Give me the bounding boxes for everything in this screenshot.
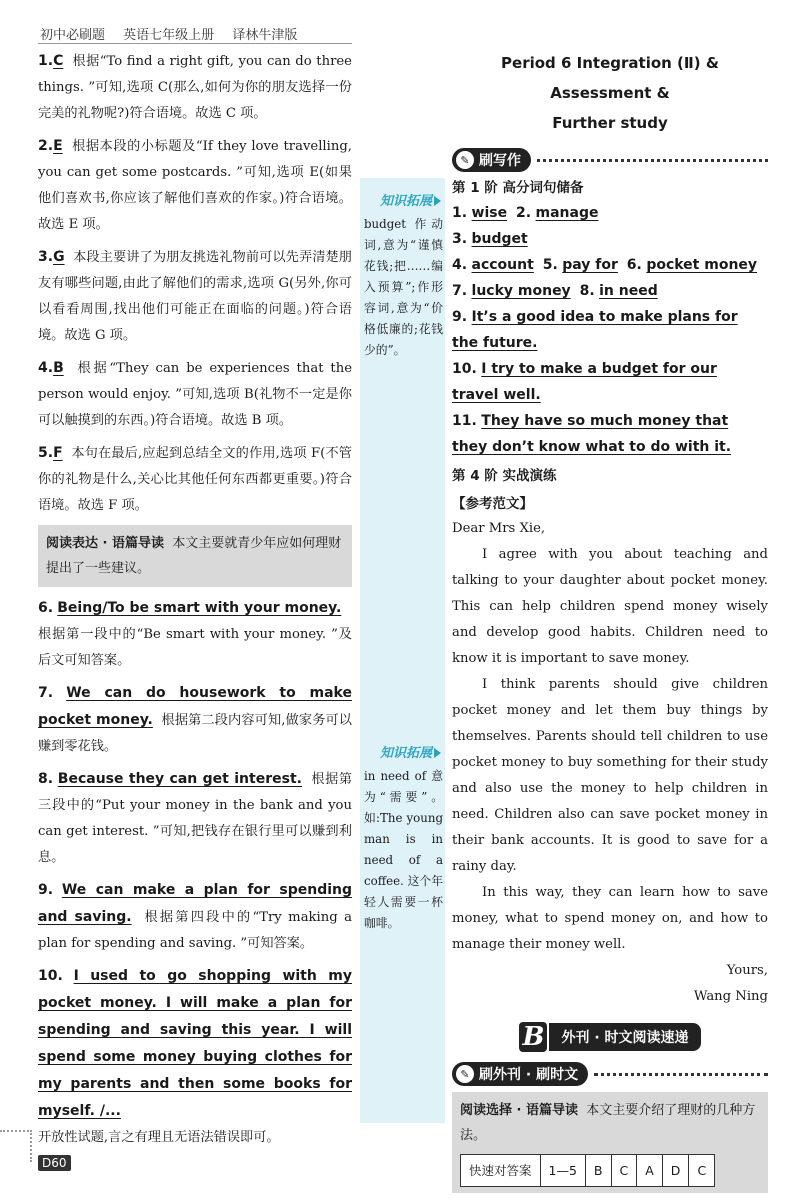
answer-item: 5.F 本句在最后,应起到总结全文的作用,选项 F(不管你的礼物是什么,关心比其他任何东西都更重要。)符合语境。故选 F 项。 — [38, 445, 352, 513]
answer-item: 4.B 根据“They can be experiences that the person would enjoy. ”可知,选项 B(礼物不一定是你可以触摸到的东西。)符合语境。故选 B 项。 — [38, 360, 352, 428]
arrow-icon — [434, 748, 441, 758]
section-header-foreign: ✎ 刷外刊 · 刷时文 — [452, 1062, 768, 1086]
knowledge-note-in-need: in need of 意为“需要”。如:The young man is in need of a coffee. 这个年轻人需要一杯咖啡。 — [364, 769, 443, 930]
stage-1-title: 第 1 阶 高分词句储备 — [452, 180, 584, 196]
pen-icon: ✎ — [456, 1065, 474, 1083]
answer-item: 10. I used to go shopping with my pocket money. I will make a plan for spending and saving this year. I will spend some money buying clothes for my parents and then some books for myself. /... 开放性试题,言之有理且无语法错误即可。 — [38, 968, 352, 1145]
knowledge-note-budget: budget 作动词,意为“谨慎花钱;把……编入预算”;作形容词,意为“价格低廉的;花钱少的”。 — [364, 217, 443, 357]
reference-essay-label: 【参考范文】 — [452, 496, 533, 512]
page-number: D60 — [38, 1155, 71, 1171]
quick-answer-cell: C — [689, 1155, 715, 1187]
running-header — [40, 24, 311, 43]
letter-closing: Yours, — [726, 963, 768, 978]
quick-answer-cell: D — [662, 1155, 689, 1187]
quick-answer-cell: C — [611, 1155, 637, 1187]
quick-answer-table — [460, 1154, 715, 1187]
quick-answer-cell: A — [637, 1155, 663, 1187]
answer-item: 3.G 本段主要讲了为朋友挑选礼物前可以先弄清楚朋友有哪些问题,由此了解他们的需求,选项 G(另外,你可以看看周围,找出他们可能正在面临的问题。)符合语境。故选 G 项。 — [38, 249, 352, 343]
dotted-rule — [537, 159, 768, 162]
sentence-line: 11. They have so much money that they don’t know what to do with it. — [452, 413, 732, 455]
reading-guide-box: 阅读选择 · 语篇导读 本文主要介绍了理财的几种方法。 快速对答案 1—5 B C A D C — [452, 1092, 768, 1193]
period-title: Period 6 Integration (Ⅱ) & Assessment & — [501, 54, 719, 102]
sentence-line: 10. I try to make a budget for our travel well. — [452, 361, 717, 403]
letter-paragraph: I think parents should give children pocket money and let them buy things by themselves. Parents should tell children to use pocket money to buy something for their study and also use the money to help children in need. Children also can save pocket money in their bank accounts. It is good to save for a rainy day. — [452, 677, 768, 874]
part-b-banner — [452, 1022, 768, 1052]
answer-item: 7. We can do housework to make pocket money. 根据第二段内容可知,做家务可以赚到零花钱。 — [38, 685, 352, 754]
vocab-line: 1. wise 2. manage — [452, 205, 599, 221]
sentence-line: 9. It’s a good idea to make plans for the future. — [452, 309, 738, 351]
dotted-rule — [594, 1073, 768, 1076]
part-b-letter: B — [519, 1022, 547, 1052]
letter-paragraph: I agree with you about teaching and talking to your daughter about pocket money. This can help children spend money wisely and develop good habits. Children need to know it is important to save money. — [452, 547, 768, 666]
letter-paragraph: In this way, they can learn how to save money, what to spend money on, and how to manage their money well. — [452, 885, 768, 952]
stage-4-title: 第 4 阶 实战演练 — [452, 468, 557, 484]
vocab-line: 7. lucky money 8. in need — [452, 283, 658, 299]
knowledge-tag-1: 知识拓展 — [380, 190, 441, 209]
answer-item: 2.E 根据本段的小标题及“If they love travelling, you can get some postcards. ”可知,选项 E(如果他们喜欢书,你应该了解他们喜欢的作家。)符合语境。故选 E 项。 — [38, 138, 352, 232]
section-header-writing: ✎ 刷写作 — [452, 148, 768, 172]
right-column — [452, 48, 768, 1201]
quick-answer-label: 快速对答案 — [461, 1155, 541, 1187]
vocab-line: 4. account 5. pay for 6. pocket money — [452, 257, 758, 273]
period-subtitle: Further study — [552, 114, 668, 132]
quick-answer-range: 1—5 — [540, 1155, 585, 1187]
pen-icon: ✎ — [456, 151, 474, 169]
header-edition: 译林牛津版 — [232, 28, 298, 43]
answer-item: 6. Being/To be smart with your money. 根据第一段中的“Be smart with your money. ”及后文可知答案。 — [38, 600, 352, 668]
letter-signature: Wang Ning — [693, 989, 768, 1004]
header-series: 初中必刷题 — [40, 28, 106, 43]
model-letter — [452, 516, 768, 958]
reading-guide-box: 阅读表达 · 语篇导读 本文主要就青少年应如何理财提出了一些建议。 — [38, 525, 352, 587]
header-subject: 英语七年级上册 — [123, 28, 215, 43]
left-column — [38, 48, 352, 1151]
quick-answer-cell: B — [585, 1155, 611, 1187]
arrow-icon — [434, 196, 441, 206]
header-divider — [38, 43, 352, 44]
answer-item: 1.C 根据“To find a right gift, you can do three things. ”可知,选项 C(那么,如何为你的朋友选择一份完美的礼物呢?)符合语境。故选 C 项。 — [38, 53, 352, 121]
letter-greeting: Dear Mrs Xie, — [452, 521, 546, 536]
answer-item: 8. Because they can get interest. 根据第三段中的“Put your money in the bank and you can get interest. ”可知,把钱存在银行里可以赚到利息。 — [38, 771, 353, 865]
corner-decoration — [0, 1130, 32, 1162]
vocab-line: 3. budget — [452, 231, 528, 247]
part-b-title: 外刊 · 时文阅读速递 — [549, 1023, 700, 1051]
answer-item: 9. We can make a plan for spending and saving. 根据第四段中的“Try making a plan for spending and saving. ”可知答案。 — [38, 882, 352, 951]
knowledge-tag-2: 知识拓展 — [380, 742, 441, 761]
